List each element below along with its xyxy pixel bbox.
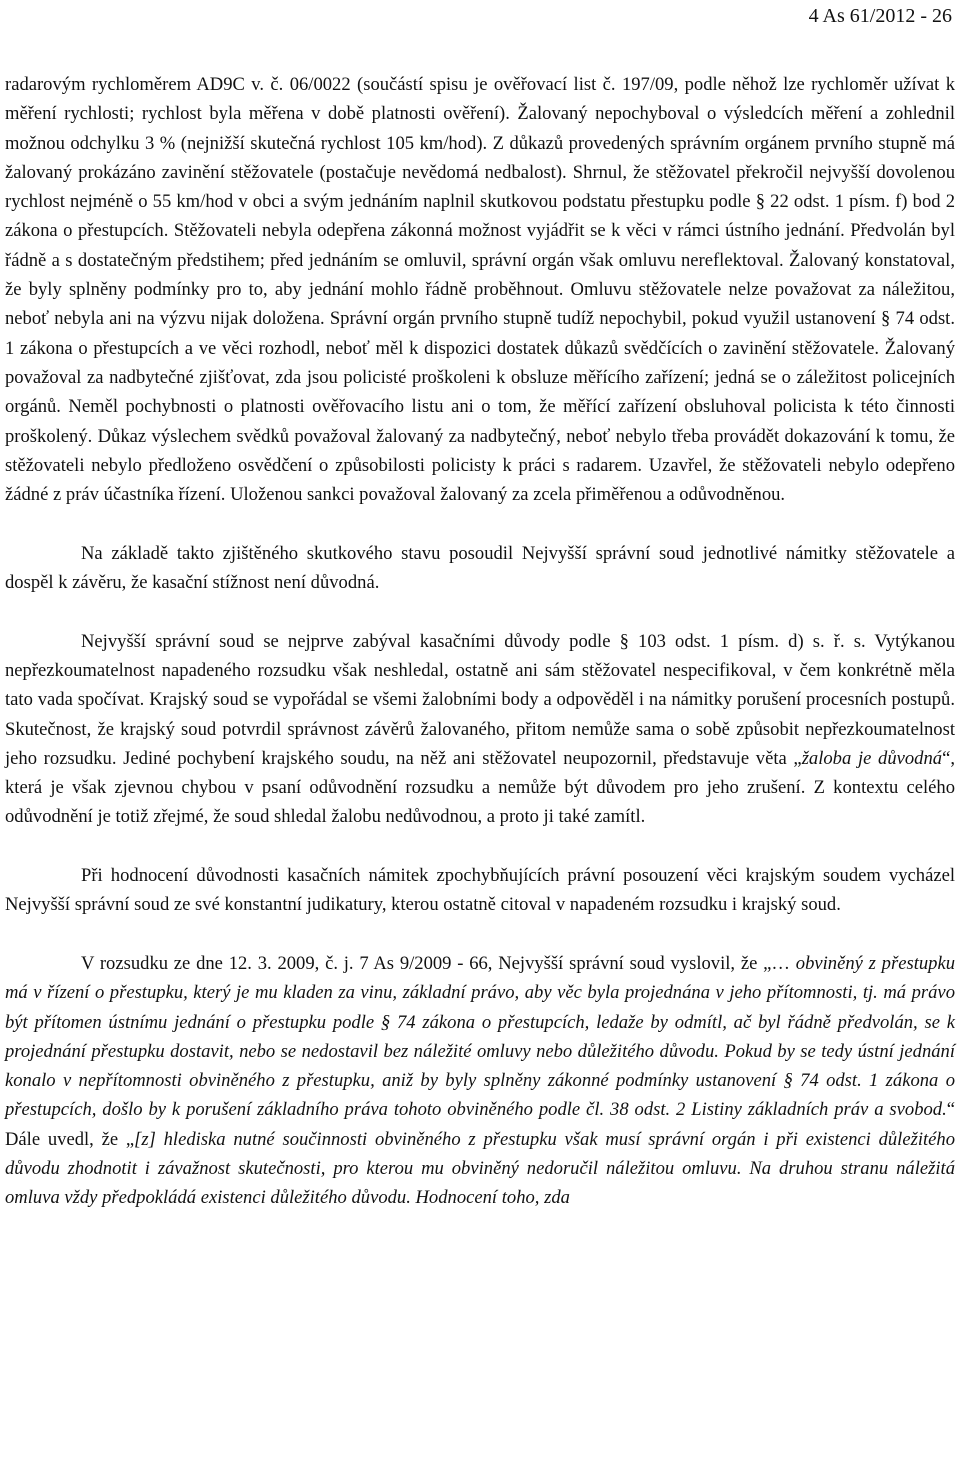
paragraph-3 xyxy=(5,627,955,832)
paragraph-spacer xyxy=(5,832,955,861)
paragraph-4: Při hodnocení důvodnosti kasačních námitek zpochybňujících právní posouzení věci krajským soudem vycházel Nejvyšší správní soud ze své konstantní judikatury, kterou ostatně citoval v napadeném rozsudku i krajský soud. xyxy=(5,865,955,916)
paragraph-5-text-b: “ Dále uvedl, že „ xyxy=(5,1099,955,1150)
paragraph-spacer xyxy=(5,509,955,538)
paragraph-5-text-a: V rozsudku ze dne 12. 3. 2009, č. j. 7 As 9/2009 - 66, Nejvyšší správní soud vyslovil, že „… xyxy=(81,952,796,974)
paragraph-5-italic-quote-1: obviněný z přestupku má v řízení o přestupku, který je mu kladen za vinu, základní právo, aby věc byla projednána v jeho přítomnosti, tj. má právo být přítomen ústnímu jednání o přestupku podle § 74 zákona o přestupcích, ledaže by odmítl, ač byl řádně předvolán, se k projednání přestupku dostavit, nebo se nedostavil bez náležité omluvy nebo důležitého důvodu. Pokud by se tedy ústní jednání konalo v nepřítomnosti obviněného z přestupku, aniž by byly splněny zákonné podmínky ustanovení § 74 odst. 1 zákona o přestupcích, došlo by k porušení základního práva tohoto obviněného podle čl. 38 odst. 2 Listiny základních práv a svobod. xyxy=(5,952,955,1121)
paragraph-3-text-a: Nejvyšší správní soud se nejprve zabýval kasačními důvody podle § 103 odst. 1 písm. d) s. ř. s. Vytýkanou nepřezkoumatelnost napadeného rozsudku však neshledal, ostatně ani sám stěžovatel nespecifikoval, v čem konkrétně měla tato vada spočívat. Krajský soud se vypořádal se všemi žalobními body a odpověděl i na námitky porušení procesních postupů. Skutečnost, že krajský soud potvrdil správnost závěrů žalovaného, přitom nemůže sama o sobě způsobit nepřezkoumatelnost jeho rozsudku. Jediné pochybení krajského soudu, na něž ani stěžovatel neupozornil, představuje věta „ xyxy=(5,630,955,769)
paragraph-3-italic-quote: žaloba je důvodná xyxy=(801,747,943,769)
paragraph-3-text-b: “, která je však zjevnou chybou v psaní odůvodnění rozsudku a nemůže být důvodem pro jeho zrušení. Z kontextu celého odůvodnění je totiž zřejmé, že soud shledal žalobu nedůvodnou, a proto ji také zamítl. xyxy=(5,747,955,828)
paragraph-1: radarovým rychloměrem AD9C v. č. 06/0022 (součástí spisu je ověřovací list č. 197/09, podle něhož lze rychloměr užívat k měření rychlosti; rychlost byla měřena v době platnosti ověření). Žalovaný nepochyboval o výsledcích měření a zohlednil možnou odchylku 3 % (nejnižší skutečná rychlost 105 km/hod). Z důkazů provedených správním orgánem prvního stupně má žalovaný prokázáno zavinění stěžovatele (postačuje nevědomá nedbalost). Shrnul, že stěžovatel překročil nejvyšší dovolenou rychlost nejméně o 55 km/hod v obci a svým jednáním naplnil skutkovou podstatu přestupku podle § 22 odst. 1 písm. f) bod 2 zákona o přestupcích. Stěžovateli nebyla odepřena zákonná možnost vyjádřit se k věci v rámci ústního jednání. Předvolán byl řádně a s dostatečným předstihem; před jednáním se omluvil, správní orgán však omluvu nereflektoval. Žalovaný konstatoval, že byly splněny podmínky pro to, aby jednání mohlo řádně proběhnout. Omluvu stěžovatele nelze považovat za náležitou, neboť nebyla ani na výzvu nijak doložena. Správní orgán prvního stupně tudíž nepochybil, pokud využil ustanovení § 74 odst. 1 zákona o přestupcích a ve věci rozhodl, neboť měl k dispozici dostatek důkazů svědčících o zavinění stěžovatele. Žalovaný považoval za nadbytečné zjišťovat, zda jsou policisté proškoleni k obsluze měřícího zařízení; jedná se o záležitost policejních orgánů. Neměl pochybnosti o platnosti ověřovacího listu ani o tom, že měřící zařízení obsluhoval policista k této činnosti proškolený. Důkaz výslechem svědků považoval žalovaný za nadbytečný, neboť nebylo třeba provádět dokazování k tomu, že stěžovateli nebylo předloženo osvědčení o způsobilosti policisty k práci s radarem. Uzavřel, že stěžovateli nebylo odepřeno žádné z práv účastníka řízení. Uloženou sankci považoval žalovaný za zcela přiměřenou a odůvodněnou. xyxy=(5,74,955,506)
paragraph-5 xyxy=(5,949,955,1213)
paragraph-spacer xyxy=(5,597,955,626)
document-body xyxy=(5,70,955,1213)
paragraph-spacer xyxy=(5,920,955,949)
case-number-header: 4 As 61/2012 - 26 xyxy=(808,5,952,27)
paragraph-5-italic-quote-2: [z] hlediska nutné součinnosti obviněného z přestupku však musí správní orgán i při existenci důležitého důvodu zhodnotit i závažnost skutečnosti, pro kterou mu obviněný nedoručil náležitou omluvu. Na druhou stranu náležitá omluva vždy předpokládá existenci důležitého důvodu. Hodnocení toho, zda xyxy=(5,1128,955,1209)
paragraph-2: Na základě takto zjištěného skutkového stavu posoudil Nejvyšší správní soud jednotlivé námitky stěžovatele a dospěl k závěru, že kasační stížnost není důvodná. xyxy=(5,542,955,594)
